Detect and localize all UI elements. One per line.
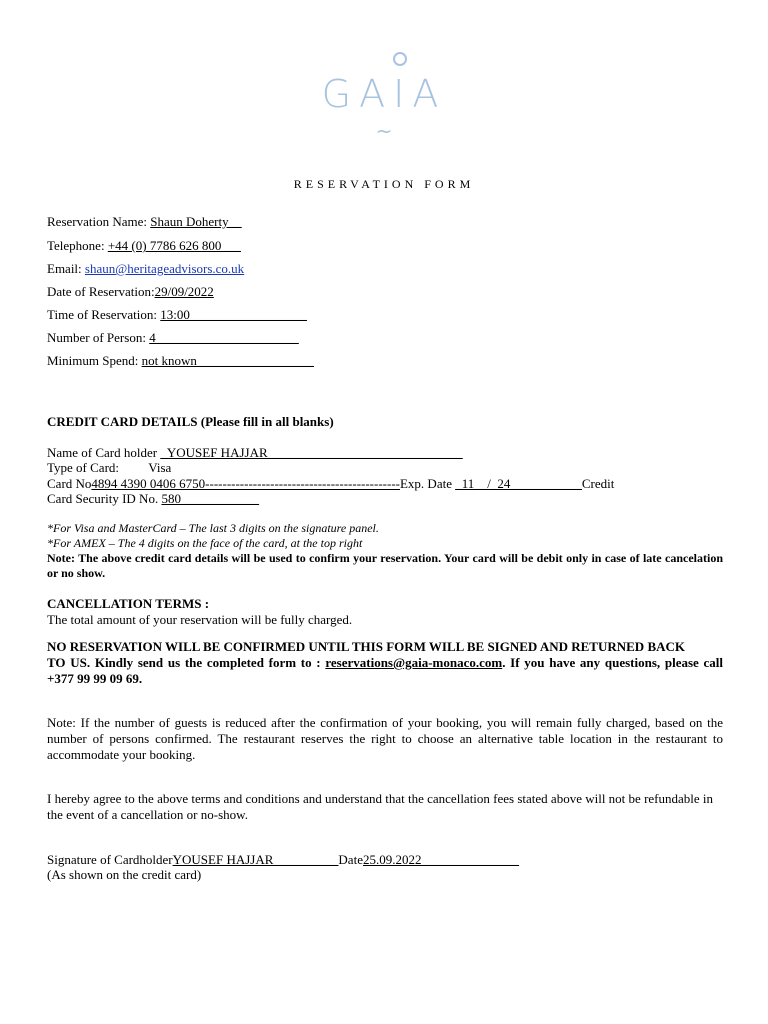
cancellation-text: The total amount of your reservation will be fully charged. — [47, 612, 353, 627]
card-type-row — [47, 460, 171, 476]
credit-label: Credit — [581, 476, 615, 491]
card-type-value[interactable]: Visa — [148, 460, 172, 475]
notice-line-2-post: . If you have any questions, please call +377 99 99 09 69. — [47, 655, 723, 686]
persons-row — [47, 330, 299, 346]
reservations-email-link[interactable]: reservations@gaia-monaco.com — [325, 655, 503, 670]
signature-label: Signature of Cardholder — [47, 852, 173, 867]
security-id-value[interactable]: 580____________ — [161, 491, 259, 506]
card-number-value[interactable]: 4894 4390 0406 6750--------------------------------------------- — [91, 476, 400, 491]
reservation-date-value[interactable]: 29/09/2022 — [154, 284, 214, 299]
card-number-label: Card No — [47, 476, 92, 491]
card-holder-label: Name of Card holder — [47, 445, 158, 460]
persons-label: Number of Person: — [47, 330, 146, 345]
reservation-date-label: Date of Reservation: — [47, 284, 155, 299]
signature-value[interactable]: YOUSEF HAJJAR__________ — [172, 852, 339, 867]
form-title: RESERVATION FORM — [293, 177, 475, 191]
amex-note: *For AMEX – The 4 digits on the face of the card, at the top right — [47, 536, 363, 550]
minimum-spend-row — [47, 353, 314, 369]
gaia-logo: GAIA — [321, 72, 447, 116]
reservation-date-row — [47, 284, 214, 300]
confirmation-notice — [47, 639, 723, 687]
signature-subtitle: (As shown on the credit card) — [47, 867, 202, 882]
card-number-row — [47, 476, 614, 492]
logo-wave-mark: ~ — [375, 119, 393, 143]
reservation-name-label: Reservation Name: — [47, 214, 147, 229]
card-usage-note: Note: The above credit card details will be used to confirm your reservation. Your card will be debit only in case of late cancelation or no show. — [47, 551, 723, 580]
persons-value[interactable]: 4______________________ — [149, 330, 299, 345]
email-link[interactable]: shaun@heritageadvisors.co.uk — [84, 261, 245, 276]
reservation-time-row — [47, 307, 307, 323]
security-id-label: Card Security ID No. — [47, 491, 159, 506]
signature-date-label: Date — [338, 852, 363, 867]
credit-card-heading: CREDIT CARD DETAILS (Please fill in all blanks) — [47, 414, 334, 429]
security-id-row — [47, 491, 259, 507]
card-holder-row — [47, 445, 463, 461]
exp-date-label: Exp. Date — [399, 476, 452, 491]
logo-circle-mark — [393, 52, 407, 66]
cancellation-heading: CANCELLATION TERMS : — [47, 596, 210, 611]
card-type-label: Type of Card: — [47, 460, 120, 475]
reservation-time-value[interactable]: 13:00__________________ — [160, 307, 307, 322]
agreement-text: I hereby agree to the above terms and conditions and understand that the cancellation fees stated above will not be refundable in the event of a cancellation or no-show. — [47, 791, 714, 822]
reservation-name-row — [47, 214, 242, 230]
telephone-row — [47, 238, 241, 254]
reservation-time-label: Time of Reservation: — [47, 307, 158, 322]
minimum-spend-label: Minimum Spend: — [47, 353, 139, 368]
minimum-spend-value[interactable]: not known__________________ — [141, 353, 314, 368]
signature-row — [47, 852, 519, 868]
notice-line-1: NO RESERVATION WILL BE CONFIRMED UNTIL THIS FORM WILL BE SIGNED AND RETURNED BACK — [47, 639, 686, 654]
notice-line-2-pre: TO US. Kindly send us the completed form to : — [47, 655, 321, 670]
telephone-label: Telephone: — [47, 238, 105, 253]
exp-date-value[interactable]: _11__/_24___________ — [455, 476, 582, 491]
email-row — [47, 261, 244, 277]
card-holder-value[interactable]: _YOUSEF HAJJAR______________________________ — [160, 445, 463, 460]
guests-note: Note: If the number of guests is reduced after the confirmation of your booking, you will remain fully charged, based on the number of persons confirmed. The restaurant reserves the right to choose an alternative table location in the restaurant to accommodate your booking. — [47, 715, 723, 762]
email-label: Email: — [47, 261, 82, 276]
reservation-name-value[interactable]: Shaun Doherty__ — [150, 214, 242, 229]
visa-note: *For Visa and MasterCard – The last 3 digits on the signature panel. — [47, 521, 379, 535]
signature-date-value[interactable]: 25.09.2022_______________ — [362, 852, 519, 867]
telephone-value[interactable]: +44 (0) 7786 626 800___ — [107, 238, 241, 253]
